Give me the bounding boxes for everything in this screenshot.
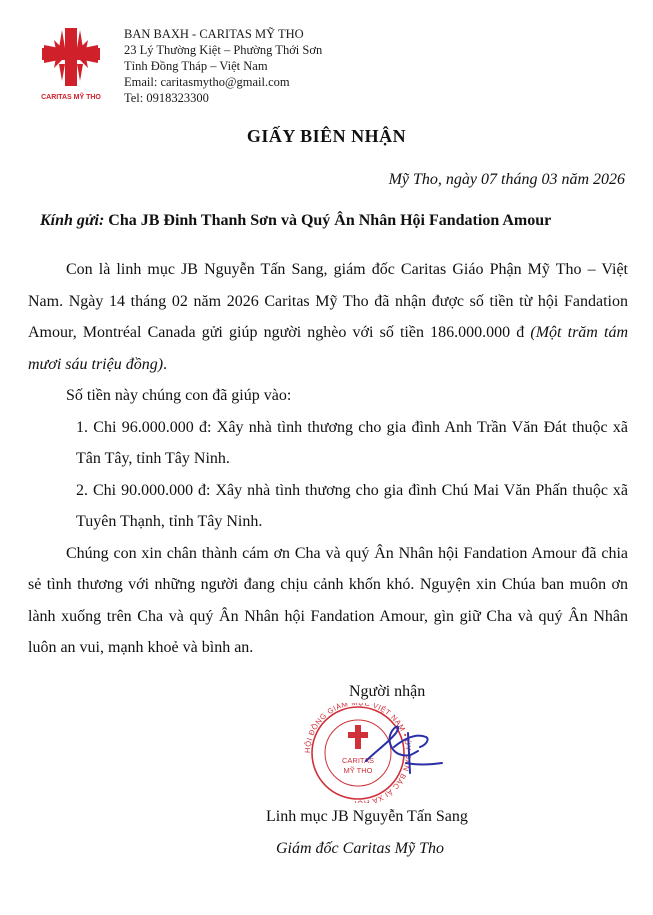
- org-info: [124, 26, 322, 106]
- official-seal: [296, 703, 456, 803]
- amount-in-words: (Một trăm tám mươi sáu triệu đồng): [28, 324, 629, 373]
- logo-caption: CARITAS MỸ THO: [41, 94, 101, 101]
- paragraph-intro: [28, 254, 628, 380]
- paragraph-intro-end: .: [163, 355, 168, 373]
- seal-ring-text: HỘI ĐỒNG GIÁM C VIỆT NAM • ỦY BAN BÁC ÁI XÃ H: [302, 703, 414, 803]
- allocation-item: 1. Chi 96.000.000 đ: Xây nhà tình thương cho gia đình Anh Trần Văn Đát thuộc xã Tân Tây, tỉnh Tây Ninh.: [76, 418, 628, 467]
- org-phone: Tel: 0918323300: [124, 91, 209, 105]
- greeting-prefix: Kính gửi:: [40, 212, 105, 229]
- letter-body: [28, 254, 628, 664]
- document-title: GIẤY BIÊN NHẬN: [246, 126, 407, 146]
- caritas-logo: [32, 26, 110, 104]
- org-province: Tỉnh Đồng Tháp – Việt Nam: [124, 59, 268, 73]
- paragraph-closing: Chúng con xin chân thành cám ơn Cha và quý Ân Nhân hội Fandation Amour đã chia sẻ tình thương với những người đang chịu cảnh khốn khó. Nguyện xin Chúa ban muôn ơn lành xuống trên Cha và quý Ân Nhân hội Fandation Amour, gìn giữ Cha và quý Ân Nhân luôn an vui, mạnh khoẻ và bình an.: [28, 544, 628, 656]
- seal-center-line-1: CARITAS: [342, 756, 374, 765]
- org-email: Email: caritasmytho@gmail.com: [124, 75, 290, 89]
- receiver-label: Người nhận: [349, 683, 426, 700]
- greeting: [40, 212, 551, 230]
- seal-stamp-icon: [296, 703, 456, 803]
- signer-role: Giám đốc Caritas Mỹ Tho: [276, 840, 444, 857]
- org-name: BAN BAXH - CARITAS MỸ THO: [124, 27, 304, 41]
- allocation-intro: Số tiền này chúng con đã giúp vào:: [66, 387, 292, 404]
- paragraph-intro-text: Con là linh mục JB Nguyễn Tấn Sang, giám đốc Caritas Giáo Phận Mỹ Tho – Việt Nam. Ngày 14 tháng 02 năm 2026 Caritas Mỹ Tho đã nhận được số tiền từ hội Fandation Amour, Montréal Canada gửi giúp người nghèo với số tiền 186.000.000 đ: [28, 261, 628, 341]
- allocation-item: 2. Chi 90.000.000 đ: Xây nhà tình thương cho gia đình Chú Mai Văn Phấn thuộc xã Tuyên Thạnh, tỉnh Tây Ninh.: [76, 481, 628, 530]
- caritas-cross-icon: [32, 26, 110, 104]
- org-address: 23 Lý Thường Kiệt – Phường Thới Sơn: [124, 43, 323, 57]
- date-line: Mỹ Tho, ngày 07 tháng 03 năm 2026: [388, 171, 625, 188]
- seal-center-line-2: MỸ THO: [343, 766, 373, 775]
- greeting-recipient: Cha JB Đinh Thanh Sơn và Quý Ân Nhân Hội Fandation Amour: [108, 212, 552, 229]
- signer-name: Linh mục JB Nguyễn Tấn Sang: [266, 808, 468, 825]
